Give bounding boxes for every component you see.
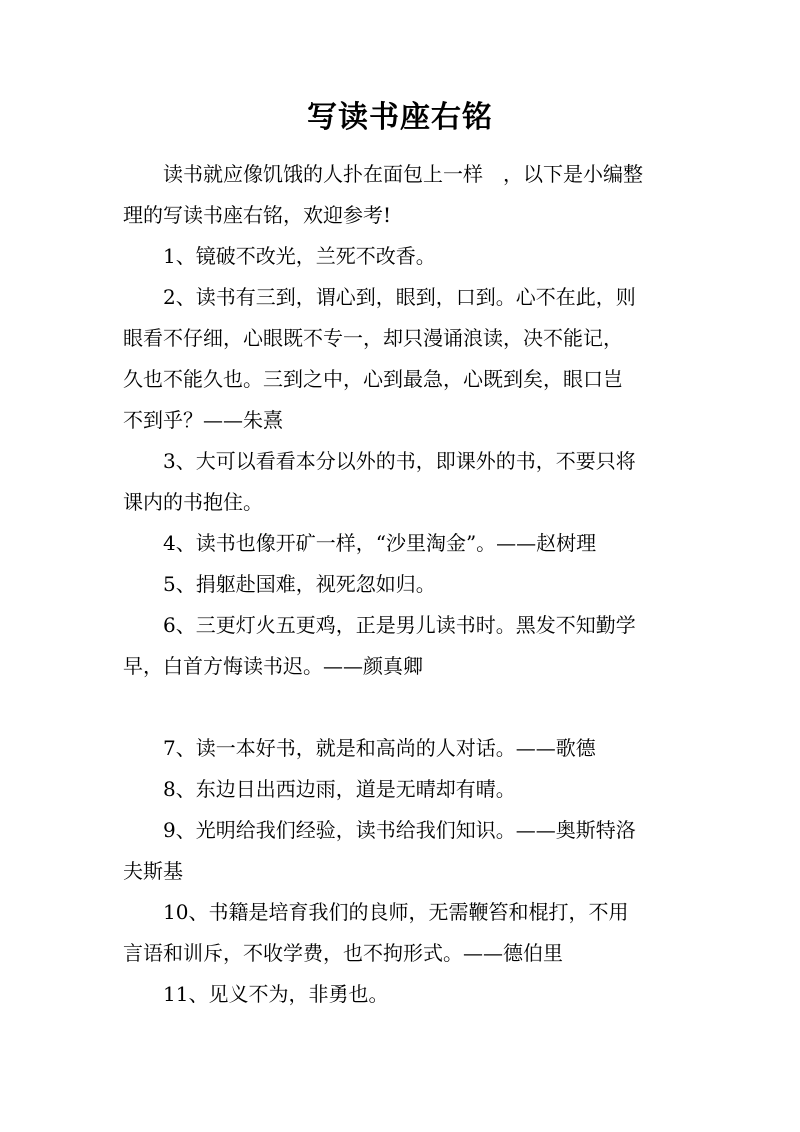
quote-paragraph-7 — [123, 728, 683, 769]
text-line: 9、光明给我们经验，读书给我们知识。——奥斯特洛 — [163, 818, 636, 842]
text-line: 言语和训斥，不收学费，也不拘形式。——德伯里 — [123, 941, 563, 965]
quote-paragraph-3 — [123, 441, 683, 523]
quote-paragraph-2 — [123, 277, 683, 441]
text-line: 课内的书抱住。 — [123, 490, 263, 514]
text-line: 3、大可以看看本分以外的书，即课外的书，不要只将 — [163, 449, 636, 473]
text-line: 理的写读书座右铭，欢迎参考! — [123, 203, 392, 227]
text-line: 久也不能久也。三到之中，心到最急，心既到矣，眼口岂 — [123, 367, 623, 391]
text-line: 11、见义不为，非勇也。 — [163, 982, 389, 1006]
text-line: 7、读一本好书，就是和高尚的人对话。——歌德 — [163, 736, 596, 760]
text-line: 10、书籍是培育我们的良师，无需鞭笞和棍打，不用 — [163, 900, 629, 924]
text-line: 早，白首方悔读书迟。——颜真卿 — [123, 654, 423, 678]
blank-line — [123, 687, 683, 728]
quote-paragraph-10 — [123, 892, 683, 974]
text-line: 读书就应像饥饿的人扑在面包上一样 ，以下是小编整 — [163, 162, 643, 186]
document-title: 写读书座右铭 — [307, 100, 493, 135]
text-line: 4、读书也像开矿一样，“沙里淘金”。——赵树理 — [163, 531, 597, 555]
text-line: 8、东边日出西边雨，道是无晴却有晴。 — [163, 777, 516, 801]
text-line: 2、读书有三到，谓心到，眼到，口到。心不在此，则 — [163, 285, 636, 309]
quote-paragraph-8 — [123, 769, 683, 810]
quote-paragraph-9 — [123, 810, 683, 892]
quote-paragraph-4 — [123, 523, 683, 564]
text-line: 5、捐躯赴国难，视死忽如归。 — [163, 572, 436, 596]
quote-paragraph-11 — [123, 974, 683, 1015]
document-body — [123, 154, 683, 1015]
text-line: 6、三更灯火五更鸡，正是男儿读书时。黑发不知勤学 — [163, 613, 636, 637]
quote-paragraph-6 — [123, 605, 683, 687]
intro-paragraph — [123, 154, 683, 236]
quote-paragraph-5 — [123, 564, 683, 605]
quote-paragraph-1 — [123, 236, 683, 277]
text-line: 不到乎？——朱熹 — [123, 408, 283, 432]
text-line: 眼看不仔细，心眼既不专一，却只漫诵浪读，决不能记， — [123, 326, 623, 350]
text-line: 1、镜破不改光，兰死不改香。 — [163, 244, 436, 268]
text-line: 夫斯基 — [123, 859, 183, 883]
